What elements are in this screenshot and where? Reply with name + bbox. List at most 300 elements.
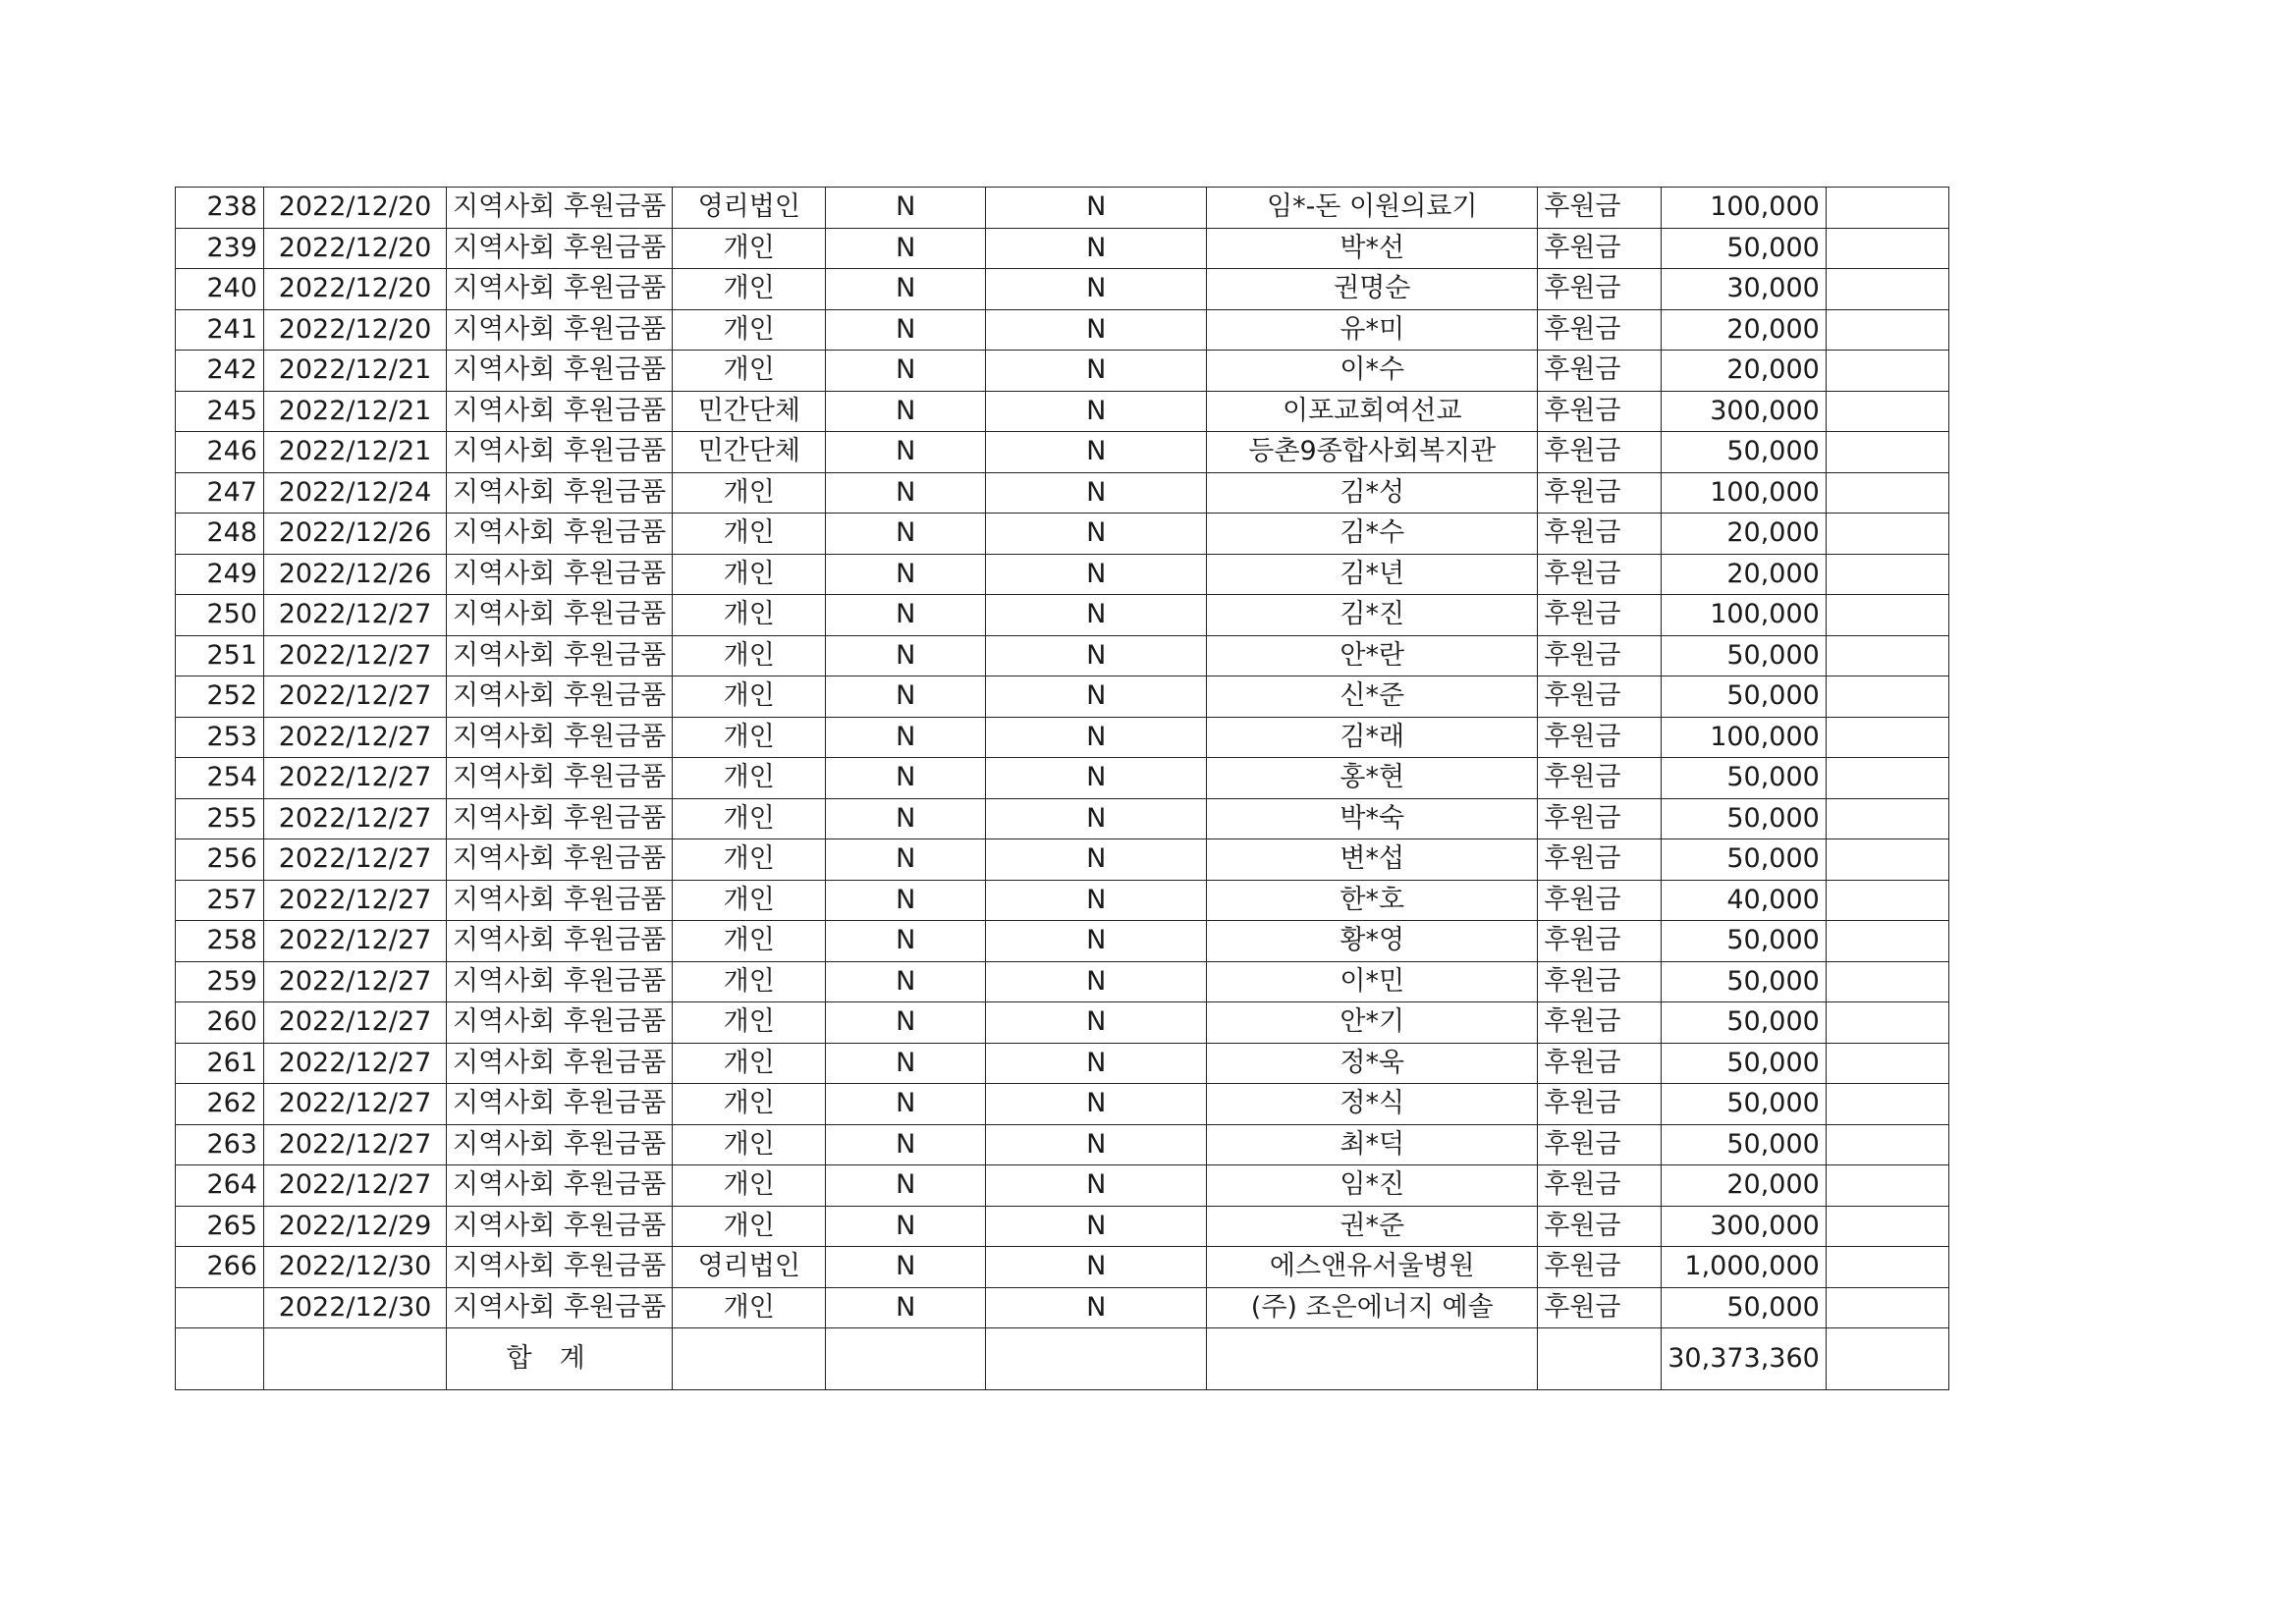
cell-category: 지역사회 후원금품 [447, 309, 673, 351]
cell-flag-1: N [826, 676, 986, 718]
cell-date: 2022/12/27 [264, 595, 447, 636]
cell-category: 지역사회 후원금품 [447, 961, 673, 1002]
cell-flag-1: N [826, 595, 986, 636]
cell-kind: 후원금 [1538, 635, 1662, 676]
table-row [176, 269, 1949, 310]
cell-category: 지역사회 후원금품 [447, 798, 673, 839]
cell-donor: 홍*현 [1207, 758, 1538, 799]
cell-date: 2022/12/29 [264, 1206, 447, 1247]
cell-category: 지역사회 후원금품 [447, 554, 673, 595]
cell-flag-1: N [826, 514, 986, 555]
cell-category: 지역사회 후원금품 [447, 432, 673, 473]
cell-no: 262 [176, 1084, 264, 1125]
cell-kind: 후원금 [1538, 1124, 1662, 1165]
cell-note [1826, 554, 1948, 595]
cell-date: 2022/12/26 [264, 514, 447, 555]
cell-category: 지역사회 후원금품 [447, 514, 673, 555]
cell-donor: 변*섭 [1207, 839, 1538, 881]
cell-kind: 후원금 [1538, 1247, 1662, 1288]
cell-note [1826, 432, 1948, 473]
cell-donor: 권*준 [1207, 1206, 1538, 1247]
cell-no: 256 [176, 839, 264, 881]
cell-no: 257 [176, 880, 264, 921]
cell-date: 2022/12/20 [264, 228, 447, 269]
cell-flag-1: N [826, 1084, 986, 1125]
cell-category: 지역사회 후원금품 [447, 472, 673, 514]
cell-amount: 50,000 [1662, 1043, 1827, 1084]
cell-category: 지역사회 후원금품 [447, 1165, 673, 1207]
cell-note [1826, 635, 1948, 676]
cell-flag-1: N [826, 880, 986, 921]
cell-donor-type: 개인 [673, 595, 826, 636]
table-body [176, 188, 1949, 1328]
cell-note [1826, 269, 1948, 310]
cell-donor: 김*년 [1207, 554, 1538, 595]
cell-date: 2022/12/27 [264, 921, 447, 962]
cell-amount: 20,000 [1662, 514, 1827, 555]
cell-donor: 한*호 [1207, 880, 1538, 921]
cell-note [1826, 921, 1948, 962]
cell-flag-2: N [986, 1247, 1207, 1288]
cell-flag-2: N [986, 1206, 1207, 1247]
cell-no: 242 [176, 351, 264, 392]
cell-flag-2: N [986, 921, 1207, 962]
cell-donor: 박*숙 [1207, 798, 1538, 839]
cell-date: 2022/12/27 [264, 1084, 447, 1125]
cell-donor: 임*-돈 이원의료기 [1207, 188, 1538, 229]
total-empty-donor [1207, 1328, 1538, 1390]
cell-no: 250 [176, 595, 264, 636]
cell-kind: 후원금 [1538, 472, 1662, 514]
cell-amount: 50,000 [1662, 635, 1827, 676]
cell-note [1826, 1247, 1948, 1288]
cell-donor: 박*선 [1207, 228, 1538, 269]
cell-flag-2: N [986, 472, 1207, 514]
cell-kind: 후원금 [1538, 839, 1662, 881]
cell-flag-1: N [826, 798, 986, 839]
cell-flag-2: N [986, 635, 1207, 676]
cell-category: 지역사회 후원금품 [447, 351, 673, 392]
cell-no: 246 [176, 432, 264, 473]
cell-no: 251 [176, 635, 264, 676]
cell-donor: 유*미 [1207, 309, 1538, 351]
cell-note [1826, 1206, 1948, 1247]
cell-no: 245 [176, 391, 264, 432]
cell-no: 249 [176, 554, 264, 595]
cell-donor: 안*란 [1207, 635, 1538, 676]
cell-donor: 이*수 [1207, 351, 1538, 392]
table-row [176, 1124, 1949, 1165]
cell-flag-2: N [986, 554, 1207, 595]
cell-kind: 후원금 [1538, 595, 1662, 636]
cell-kind: 후원금 [1538, 961, 1662, 1002]
cell-flag-2: N [986, 595, 1207, 636]
cell-flag-1: N [826, 188, 986, 229]
cell-category: 지역사회 후원금품 [447, 1247, 673, 1288]
cell-donor-type: 민간단체 [673, 391, 826, 432]
table-row [176, 1043, 1949, 1084]
cell-no [176, 1287, 264, 1328]
cell-flag-1: N [826, 309, 986, 351]
cell-amount: 50,000 [1662, 921, 1827, 962]
cell-note [1826, 472, 1948, 514]
cell-amount: 100,000 [1662, 472, 1827, 514]
total-label: 합계 [447, 1328, 673, 1390]
table-row [176, 595, 1949, 636]
cell-flag-2: N [986, 961, 1207, 1002]
cell-flag-2: N [986, 351, 1207, 392]
cell-flag-1: N [826, 758, 986, 799]
table-row [176, 921, 1949, 962]
cell-no: 265 [176, 1206, 264, 1247]
cell-category: 지역사회 후원금품 [447, 391, 673, 432]
cell-flag-2: N [986, 839, 1207, 881]
cell-flag-2: N [986, 1165, 1207, 1207]
cell-donor-type: 개인 [673, 839, 826, 881]
cell-kind: 후원금 [1538, 269, 1662, 310]
cell-flag-1: N [826, 921, 986, 962]
cell-no: 264 [176, 1165, 264, 1207]
cell-amount: 30,000 [1662, 269, 1827, 310]
cell-donor-type: 개인 [673, 676, 826, 718]
cell-flag-2: N [986, 1287, 1207, 1328]
cell-no: 263 [176, 1124, 264, 1165]
cell-amount: 20,000 [1662, 351, 1827, 392]
cell-flag-2: N [986, 1043, 1207, 1084]
cell-flag-2: N [986, 1084, 1207, 1125]
cell-note [1826, 595, 1948, 636]
cell-kind: 후원금 [1538, 798, 1662, 839]
cell-donor-type: 개인 [673, 717, 826, 758]
cell-flag-1: N [826, 472, 986, 514]
cell-donor-type: 개인 [673, 554, 826, 595]
cell-donor-type: 개인 [673, 635, 826, 676]
table-row [176, 228, 1949, 269]
cell-flag-1: N [826, 1247, 986, 1288]
cell-date: 2022/12/27 [264, 635, 447, 676]
cell-no: 259 [176, 961, 264, 1002]
table-row [176, 758, 1949, 799]
cell-category: 지역사회 후원금품 [447, 635, 673, 676]
cell-category: 지역사회 후원금품 [447, 595, 673, 636]
cell-flag-2: N [986, 880, 1207, 921]
cell-category: 지역사회 후원금품 [447, 1002, 673, 1044]
cell-category: 지역사회 후원금품 [447, 1043, 673, 1084]
cell-donor: 정*식 [1207, 1084, 1538, 1125]
cell-donor-type: 개인 [673, 1002, 826, 1044]
cell-flag-1: N [826, 1002, 986, 1044]
cell-category: 지역사회 후원금품 [447, 1206, 673, 1247]
cell-note [1826, 1287, 1948, 1328]
table-row [176, 798, 1949, 839]
cell-no: 239 [176, 228, 264, 269]
cell-date: 2022/12/27 [264, 717, 447, 758]
cell-flag-1: N [826, 635, 986, 676]
cell-donor-type: 개인 [673, 921, 826, 962]
table-row [176, 839, 1949, 881]
cell-category: 지역사회 후원금품 [447, 1124, 673, 1165]
cell-kind: 후원금 [1538, 758, 1662, 799]
cell-donor-type: 개인 [673, 880, 826, 921]
cell-date: 2022/12/20 [264, 309, 447, 351]
total-empty-type [673, 1328, 826, 1390]
cell-donor: 정*욱 [1207, 1043, 1538, 1084]
table-row [176, 472, 1949, 514]
cell-date: 2022/12/27 [264, 676, 447, 718]
cell-donor-type: 개인 [673, 961, 826, 1002]
table-row [176, 880, 1949, 921]
cell-note [1826, 391, 1948, 432]
table-row [176, 1287, 1949, 1328]
cell-category: 지역사회 후원금품 [447, 228, 673, 269]
cell-flag-2: N [986, 514, 1207, 555]
table-row [176, 961, 1949, 1002]
cell-date: 2022/12/30 [264, 1247, 447, 1288]
cell-date: 2022/12/27 [264, 758, 447, 799]
cell-flag-2: N [986, 798, 1207, 839]
cell-note [1826, 514, 1948, 555]
cell-date: 2022/12/21 [264, 391, 447, 432]
cell-donor: 김*래 [1207, 717, 1538, 758]
table-row [176, 1002, 1949, 1044]
cell-note [1826, 1124, 1948, 1165]
cell-amount: 50,000 [1662, 1124, 1827, 1165]
table-row [176, 432, 1949, 473]
cell-category: 지역사회 후원금품 [447, 880, 673, 921]
cell-amount: 50,000 [1662, 961, 1827, 1002]
cell-category: 지역사회 후원금품 [447, 758, 673, 799]
cell-amount: 100,000 [1662, 717, 1827, 758]
cell-note [1826, 309, 1948, 351]
cell-kind: 후원금 [1538, 391, 1662, 432]
cell-no: 255 [176, 798, 264, 839]
table-row [176, 635, 1949, 676]
cell-note [1826, 228, 1948, 269]
cell-amount: 300,000 [1662, 1206, 1827, 1247]
cell-donor-type: 개인 [673, 228, 826, 269]
cell-amount: 50,000 [1662, 758, 1827, 799]
cell-donor-type: 개인 [673, 1206, 826, 1247]
cell-date: 2022/12/26 [264, 554, 447, 595]
cell-note [1826, 880, 1948, 921]
cell-flag-1: N [826, 961, 986, 1002]
cell-kind: 후원금 [1538, 514, 1662, 555]
cell-amount: 100,000 [1662, 595, 1827, 636]
cell-flag-2: N [986, 717, 1207, 758]
cell-kind: 후원금 [1538, 1002, 1662, 1044]
cell-kind: 후원금 [1538, 676, 1662, 718]
cell-amount: 40,000 [1662, 880, 1827, 921]
cell-flag-2: N [986, 269, 1207, 310]
cell-donor: 김*진 [1207, 595, 1538, 636]
table-row [176, 1247, 1949, 1288]
cell-amount: 20,000 [1662, 554, 1827, 595]
cell-donor-type: 개인 [673, 1165, 826, 1207]
cell-donor: 신*준 [1207, 676, 1538, 718]
cell-category: 지역사회 후원금품 [447, 188, 673, 229]
cell-no: 266 [176, 1247, 264, 1288]
cell-donor-type: 개인 [673, 1287, 826, 1328]
cell-date: 2022/12/27 [264, 1043, 447, 1084]
cell-category: 지역사회 후원금품 [447, 839, 673, 881]
total-amount: 30,373,360 [1662, 1328, 1827, 1390]
cell-flag-2: N [986, 758, 1207, 799]
total-empty-kind [1538, 1328, 1662, 1390]
table-row [176, 1084, 1949, 1125]
cell-flag-1: N [826, 432, 986, 473]
cell-date: 2022/12/27 [264, 1165, 447, 1207]
cell-flag-1: N [826, 1206, 986, 1247]
cell-amount: 50,000 [1662, 839, 1827, 881]
cell-flag-1: N [826, 351, 986, 392]
cell-donor: 김*성 [1207, 472, 1538, 514]
table-row [176, 676, 1949, 718]
cell-flag-2: N [986, 309, 1207, 351]
cell-donor: 권명순 [1207, 269, 1538, 310]
cell-donor-type: 민간단체 [673, 432, 826, 473]
cell-category: 지역사회 후원금품 [447, 676, 673, 718]
cell-kind: 후원금 [1538, 921, 1662, 962]
cell-kind: 후원금 [1538, 1084, 1662, 1125]
cell-donor-type: 개인 [673, 309, 826, 351]
table-row [176, 554, 1949, 595]
cell-amount: 300,000 [1662, 391, 1827, 432]
cell-note [1826, 717, 1948, 758]
cell-flag-2: N [986, 1002, 1207, 1044]
cell-flag-1: N [826, 839, 986, 881]
cell-flag-2: N [986, 676, 1207, 718]
cell-date: 2022/12/27 [264, 1124, 447, 1165]
cell-no: 240 [176, 269, 264, 310]
cell-donor: 최*덕 [1207, 1124, 1538, 1165]
cell-no: 260 [176, 1002, 264, 1044]
cell-date: 2022/12/20 [264, 269, 447, 310]
cell-donor-type: 개인 [673, 758, 826, 799]
table-row [176, 351, 1949, 392]
cell-flag-1: N [826, 1165, 986, 1207]
cell-no: 254 [176, 758, 264, 799]
cell-flag-1: N [826, 717, 986, 758]
cell-amount: 100,000 [1662, 188, 1827, 229]
cell-donor: 황*영 [1207, 921, 1538, 962]
cell-donor: 에스앤유서울병원 [1207, 1247, 1538, 1288]
cell-amount: 50,000 [1662, 676, 1827, 718]
total-empty-note [1826, 1328, 1948, 1390]
cell-flag-2: N [986, 1124, 1207, 1165]
cell-note [1826, 961, 1948, 1002]
cell-flag-1: N [826, 269, 986, 310]
cell-kind: 후원금 [1538, 1043, 1662, 1084]
cell-note [1826, 188, 1948, 229]
cell-category: 지역사회 후원금품 [447, 269, 673, 310]
cell-kind: 후원금 [1538, 1206, 1662, 1247]
cell-kind: 후원금 [1538, 1165, 1662, 1207]
cell-category: 지역사회 후원금품 [447, 1084, 673, 1125]
total-row [176, 1328, 1949, 1390]
cell-flag-1: N [826, 1124, 986, 1165]
cell-amount: 50,000 [1662, 798, 1827, 839]
cell-no: 253 [176, 717, 264, 758]
cell-kind: 후원금 [1538, 1287, 1662, 1328]
cell-flag-2: N [986, 432, 1207, 473]
cell-note [1826, 1165, 1948, 1207]
cell-note [1826, 1084, 1948, 1125]
cell-donor-type: 개인 [673, 798, 826, 839]
cell-donor-type: 개인 [673, 472, 826, 514]
table-row [176, 188, 1949, 229]
cell-flag-2: N [986, 228, 1207, 269]
cell-kind: 후원금 [1538, 309, 1662, 351]
cell-no: 248 [176, 514, 264, 555]
cell-amount: 50,000 [1662, 1002, 1827, 1044]
cell-category: 지역사회 후원금품 [447, 717, 673, 758]
cell-kind: 후원금 [1538, 880, 1662, 921]
cell-no: 247 [176, 472, 264, 514]
donation-table [175, 187, 1949, 1390]
cell-note [1826, 798, 1948, 839]
cell-note [1826, 1002, 1948, 1044]
cell-note [1826, 758, 1948, 799]
cell-kind: 후원금 [1538, 351, 1662, 392]
cell-donor: 이포교회여선교 [1207, 391, 1538, 432]
cell-donor-type: 개인 [673, 514, 826, 555]
cell-kind: 후원금 [1538, 188, 1662, 229]
cell-date: 2022/12/27 [264, 961, 447, 1002]
cell-no: 238 [176, 188, 264, 229]
cell-date: 2022/12/27 [264, 839, 447, 881]
cell-category: 지역사회 후원금품 [447, 1287, 673, 1328]
cell-date: 2022/12/30 [264, 1287, 447, 1328]
cell-kind: 후원금 [1538, 228, 1662, 269]
cell-note [1826, 351, 1948, 392]
cell-note [1826, 1043, 1948, 1084]
cell-flag-1: N [826, 391, 986, 432]
cell-donor-type: 개인 [673, 1124, 826, 1165]
cell-amount: 1,000,000 [1662, 1247, 1827, 1288]
cell-donor: 임*진 [1207, 1165, 1538, 1207]
cell-flag-1: N [826, 554, 986, 595]
table-row [176, 309, 1949, 351]
cell-donor: 이*민 [1207, 961, 1538, 1002]
cell-kind: 후원금 [1538, 717, 1662, 758]
table-row [176, 391, 1949, 432]
cell-donor: 안*기 [1207, 1002, 1538, 1044]
cell-flag-1: N [826, 228, 986, 269]
cell-date: 2022/12/27 [264, 880, 447, 921]
cell-donor-type: 개인 [673, 1043, 826, 1084]
cell-kind: 후원금 [1538, 554, 1662, 595]
cell-donor-type: 영리법인 [673, 1247, 826, 1288]
total-empty-f2 [986, 1328, 1207, 1390]
total-empty-no [176, 1328, 264, 1390]
table-row [176, 1165, 1949, 1207]
cell-donor-type: 개인 [673, 1084, 826, 1125]
cell-note [1826, 676, 1948, 718]
cell-no: 241 [176, 309, 264, 351]
cell-amount: 50,000 [1662, 1084, 1827, 1125]
cell-donor-type: 개인 [673, 351, 826, 392]
cell-amount: 20,000 [1662, 309, 1827, 351]
cell-date: 2022/12/27 [264, 1002, 447, 1044]
cell-amount: 50,000 [1662, 432, 1827, 473]
cell-flag-1: N [826, 1287, 986, 1328]
cell-date: 2022/12/24 [264, 472, 447, 514]
cell-donor-type: 개인 [673, 269, 826, 310]
cell-flag-1: N [826, 1043, 986, 1084]
total-empty-f1 [826, 1328, 986, 1390]
cell-no: 261 [176, 1043, 264, 1084]
cell-flag-2: N [986, 391, 1207, 432]
